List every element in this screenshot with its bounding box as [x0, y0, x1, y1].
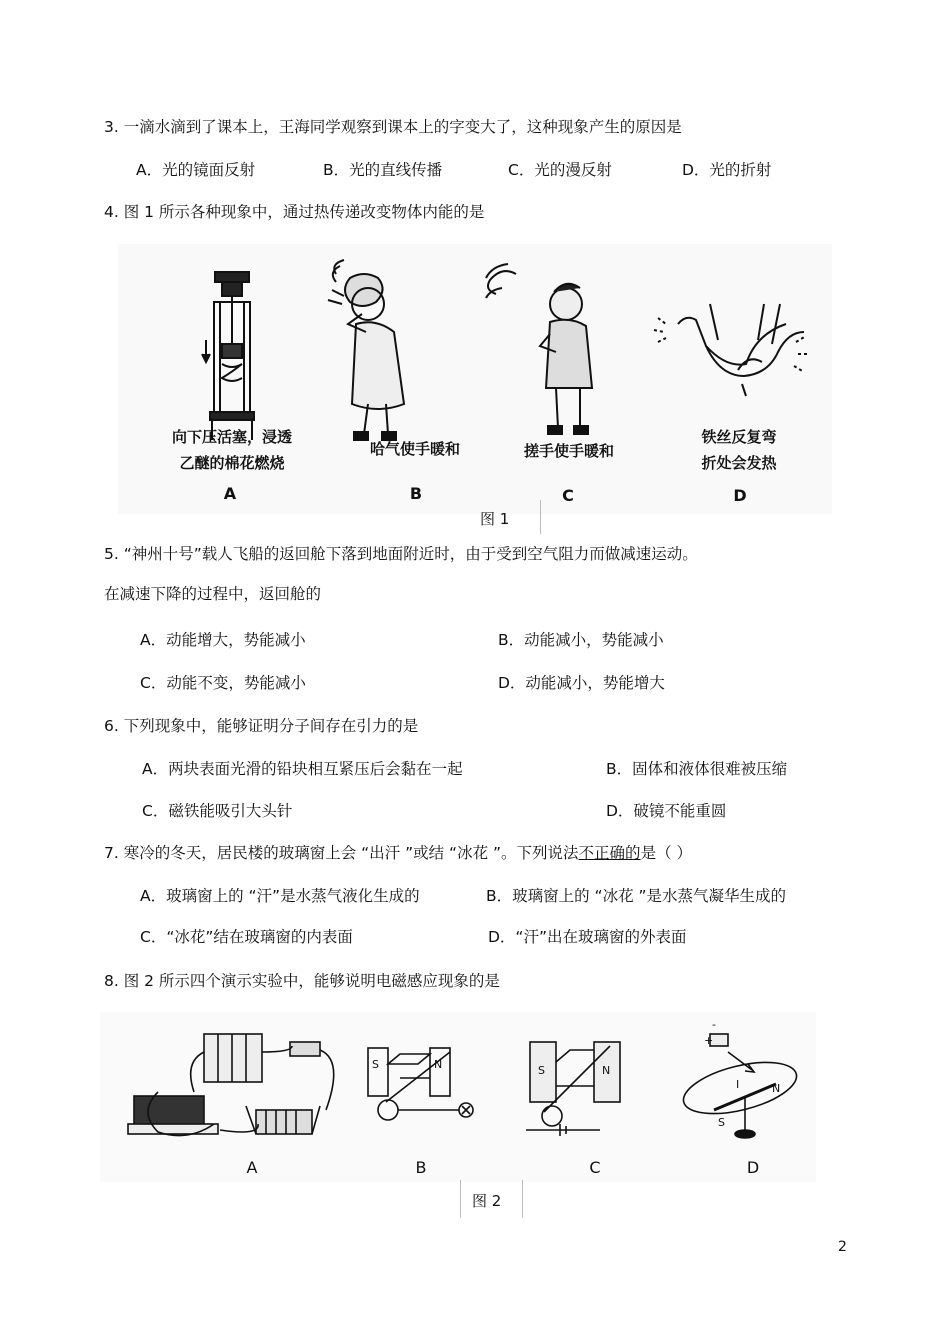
- q7-option-a: A．玻璃窗上的 “汗”是水蒸气液化生成的: [140, 887, 420, 905]
- figure-2-b-s-label: S: [372, 1058, 379, 1071]
- q3-stem: 3. 一滴水滴到了课本上，王海同学观察到课本上的字变大了，这种现象产生的原因是: [104, 118, 682, 136]
- figure-1-letter-d: D: [733, 486, 747, 505]
- figure-1-caption-b: 哈气使手暖和: [369, 440, 460, 458]
- figure-1-divider: [540, 500, 541, 534]
- figure-1-caption-c: 搓手使手暖和: [523, 442, 614, 460]
- figure-2-letter-a: A: [246, 1158, 258, 1177]
- figure-1-caption-d-line2: 折处会发热: [701, 454, 777, 472]
- page-number: 2: [838, 1239, 847, 1255]
- figure-2-d-s-label: S: [718, 1116, 725, 1129]
- q6-stem: 6. 下列现象中，能够证明分子间存在引力的是: [104, 717, 419, 735]
- figure-1-caption-a-line2: 乙醚的棉花燃烧: [179, 454, 285, 472]
- figure-1-letter-a: A: [223, 484, 237, 503]
- figure-1-letter-b: B: [409, 484, 423, 503]
- q5-option-a: A．动能增大，势能减小: [140, 631, 306, 649]
- q7-option-c: C．“冰花”结在玻璃窗的内表面: [140, 928, 353, 946]
- q3-option-b: B．光的直线传播: [323, 161, 443, 179]
- q7-stem-underlined: 不正确的: [578, 844, 641, 862]
- q7-stem-part2: 是（ ）: [640, 844, 692, 862]
- q5-stem-line1: 5. “神州十号”载人飞船的返回舱下落到地面附近时，由于受到空气阻力而做减速运动。: [104, 545, 698, 563]
- figure-2-c-n-label: N: [602, 1064, 611, 1077]
- figure-1-caption-d-line1: 铁丝反复弯: [701, 428, 777, 446]
- q6-option-c: C．磁铁能吸引大头针: [142, 802, 293, 820]
- figure-2-divider-right: [522, 1180, 523, 1218]
- q5-option-b: B．动能减小，势能减小: [498, 631, 664, 649]
- q8-stem: 8. 图 2 所示四个演示实验中，能够说明电磁感应现象的是: [104, 972, 500, 990]
- q5-option-c: C．动能不变，势能减小: [140, 674, 306, 692]
- q7-option-d: D．“汗”出在玻璃窗的外表面: [488, 928, 687, 946]
- figure-2-c-s-label: S: [538, 1064, 545, 1077]
- figure-2-divider-left: [460, 1180, 461, 1218]
- figure-2-letter-b: B: [415, 1158, 427, 1177]
- figure-1-caption-a-line1: 向下压活塞，浸透: [171, 428, 292, 446]
- figure-2-b-n-label: N: [434, 1058, 443, 1071]
- figure-2-d-current-label: I: [736, 1078, 740, 1091]
- figure-2-d-n-label: N: [772, 1082, 781, 1095]
- q7-stem: [104, 843, 692, 863]
- q5-option-d: D．动能减小，势能增大: [498, 674, 665, 692]
- q5-stem-line2: 在减速下降的过程中，返回舱的: [104, 585, 322, 603]
- figure-1: [118, 244, 832, 534]
- q3-option-c: C．光的漫反射: [508, 161, 612, 179]
- q3-option-a: A．光的镜面反射: [136, 161, 256, 179]
- figure-2-title: 图 2: [472, 1192, 502, 1210]
- figure-2-letter-c: C: [589, 1158, 601, 1177]
- q7-option-b: B．玻璃窗上的 “冰花 ”是水蒸气凝华生成的: [486, 887, 787, 905]
- q3-option-d: D．光的折射: [682, 161, 772, 179]
- figure-2-letter-d: D: [746, 1158, 760, 1177]
- q7-stem-part1: 7. 寒冷的冬天，居民楼的玻璃窗上会 “出汗 ”或结 “冰花 ”。下列说法: [104, 844, 579, 862]
- figure-1-letter-c: C: [562, 486, 574, 505]
- q6-option-d: D．破镜不能重圆: [606, 802, 727, 820]
- figure-2-d-minus-label: -: [712, 1018, 716, 1031]
- figure-2: [100, 1012, 816, 1212]
- figure-1-title: 图 1: [480, 510, 510, 528]
- q6-option-a: A．两块表面光滑的铅块相互紧压后会黏在一起: [142, 760, 463, 778]
- q6-option-b: B．固体和液体很难被压缩: [606, 760, 788, 778]
- q4-stem: 4. 图 1 所示各种现象中，通过热传递改变物体内能的是: [104, 203, 485, 221]
- figure-2-d-plus-label: +: [704, 1034, 714, 1047]
